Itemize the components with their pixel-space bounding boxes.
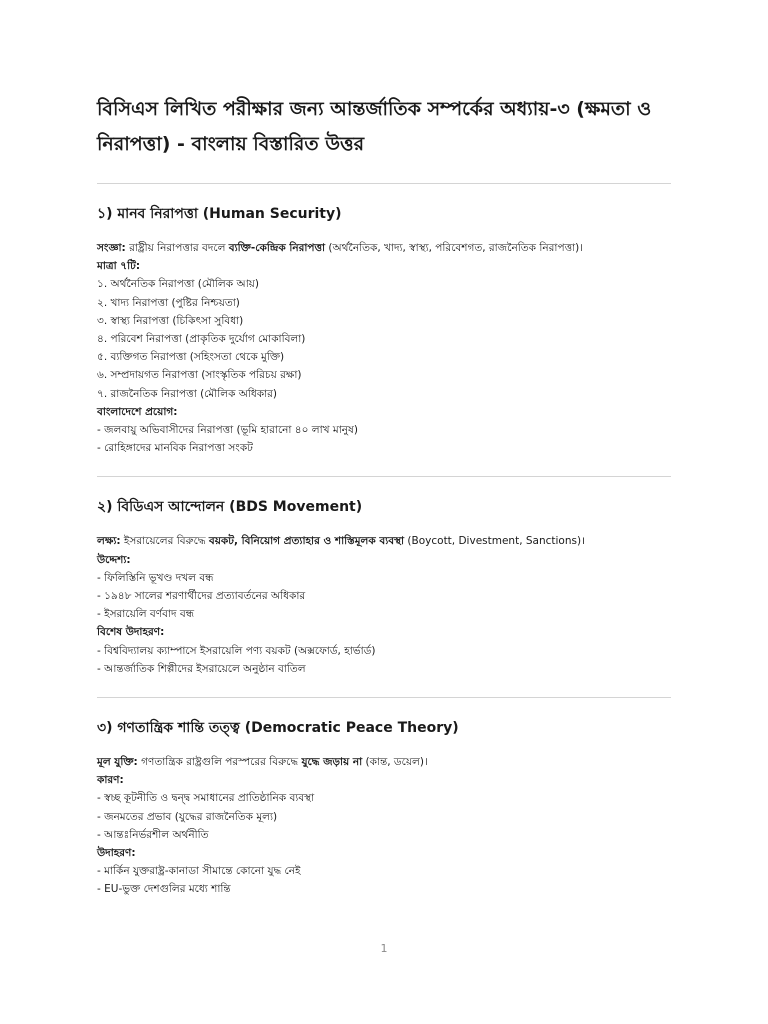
example-item: - EU-ভুক্ত দেশগুলির মধ্যে শান্তি [97,883,231,896]
list-item: - ইসরায়েলি বর্ণবাদ বন্ধ [97,608,195,621]
example-item: - আন্তর্জাতিক শিল্পীদের ইসরায়েলে অনুষ্ঠান বাতিল [97,662,306,675]
definition-text-end: (অর্থনৈতিক, খাদ্য, স্বাস্থ্য, পরিবেশগত, রাজনৈতিক নিরাপত্তা)। [325,242,583,254]
section-democratic-peace-theory [97,718,671,899]
definition-emphasis: বয়কট, বিনিয়োগ প্রত্যাহার ও শাস্তিমূলক ব্যবস্থা [208,535,405,548]
definition-line [97,532,671,550]
definition-label: মূল যুক্তি: [97,756,138,769]
page-number: 1 [380,942,388,955]
definition-emphasis: ব্যক্তি-কেন্দ্রিক নিরাপত্তা [228,242,326,254]
definition-line [97,753,671,771]
section-heading: ৩) গণতান্ত্রিক শান্তি তত্ত্ব (Democratic Peace Theory) [97,720,459,737]
list-item: - স্বচ্ছ কূটনীতি ও দ্বন্দ্ব সমাধানের প্রাতিষ্ঠানিক ব্যবস্থা [97,792,315,805]
example-item: - মার্কিন যুক্তরাষ্ট্র-কানাডা সীমান্তে কোনো যুদ্ধ নেই [97,865,301,878]
list-item: - ফিলিস্তিনি ভূখণ্ড দখল বন্ধ [97,571,214,584]
section-bds-movement [97,497,671,678]
section-human-security [97,204,671,457]
list-item: ৫. ব্যক্তিগত নিরাপত্তা (সহিংসতা থেকে মুক্তি) [97,351,285,364]
list-item: - ১৯৪৮ সালের শরণার্থীদের প্রত্যাবর্তনের অধিকার [97,590,306,603]
example-item: - জলবায়ু অভিবাসীদের নিরাপত্তা (ভূমি হারানো ৪০ লাখ মানুষ) [97,424,358,437]
section-divider [97,476,671,477]
list-item: ৬. সম্প্রদায়গত নিরাপত্তা (সাংস্কৃতিক পরিচয় রক্ষা) [97,369,302,382]
section-body [97,239,671,457]
example-item: - রোহিঙ্গাদের মানবিক নিরাপত্তা সংকট [97,442,253,455]
list-item: - আন্তঃনির্ভরশীল অর্থনীতি [97,828,209,841]
definition-label: সংজ্ঞা: [97,242,126,254]
list-item: ২. খাদ্য নিরাপত্তা (পুষ্টির নিশ্চয়তা) [97,296,240,309]
example-heading: উদাহরণ: [97,847,136,860]
example-heading: বাংলাদেশে প্রয়োগ: [97,405,178,418]
section-body [97,753,671,899]
section-heading: ১) মানব নিরাপত্তা (Human Security) [97,206,342,222]
example-item: - বিশ্ববিদ্যালয় ক্যাম্পাসে ইসরায়েলি পণ্য বয়কট (অক্সফোর্ড, হার্ভার্ড) [97,644,376,657]
definition-text: রাষ্ট্রীয় নিরাপত্তার বদলে [125,242,229,254]
definition-emphasis: যুদ্ধে জড়ায় না [301,756,363,769]
definition-text: ইসরায়েলের বিরুদ্ধে [120,535,209,548]
list-item: ৩. স্বাস্থ্য নিরাপত্তা (চিকিৎসা সুবিধা) [97,314,244,327]
list-item: ১. অর্থনৈতিক নিরাপত্তা (মৌলিক আয়) [97,278,259,291]
list-item: - জনমতের প্রভাব (যুদ্ধের রাজনৈতিক মূল্য) [97,810,278,823]
section-heading: ২) বিডিএস আন্দোলন (BDS Movement) [97,499,363,516]
list-heading: কারণ: [97,774,124,787]
title-divider [97,183,671,184]
definition-text-end: (কান্ত, ডয়েল)। [362,756,428,769]
list-heading: উদ্দেশ্য: [97,553,131,566]
list-heading: মাত্রা ৭টি: [97,260,141,273]
list-item: ৭. রাজনৈতিক নিরাপত্তা (মৌলিক অধিকার) [97,387,278,400]
section-divider [97,697,671,698]
definition-label: লক্ষ্য: [97,535,121,548]
section-body [97,532,671,678]
document-title: বিসিএস লিখিত পরীক্ষার জন্য আন্তর্জাতিক সম্পর্কের অধ্যায়-৩ (ক্ষমতা ও নিরাপত্তা) - বাংলায় বিস্তারিত উত্তর [97,98,652,155]
example-heading: বিশেষ উদাহরণ: [97,626,165,639]
list-item: ৪. পরিবেশ নিরাপত্তা (প্রাকৃতিক দুর্যোগ মোকাবিলা) [97,333,306,346]
definition-text: গণতান্ত্রিক রাষ্ট্রগুলি পরস্পরের বিরুদ্ধে [137,756,302,769]
definition-text-end: (Boycott, Divestment, Sanctions)। [404,535,586,548]
definition-line [97,239,671,257]
